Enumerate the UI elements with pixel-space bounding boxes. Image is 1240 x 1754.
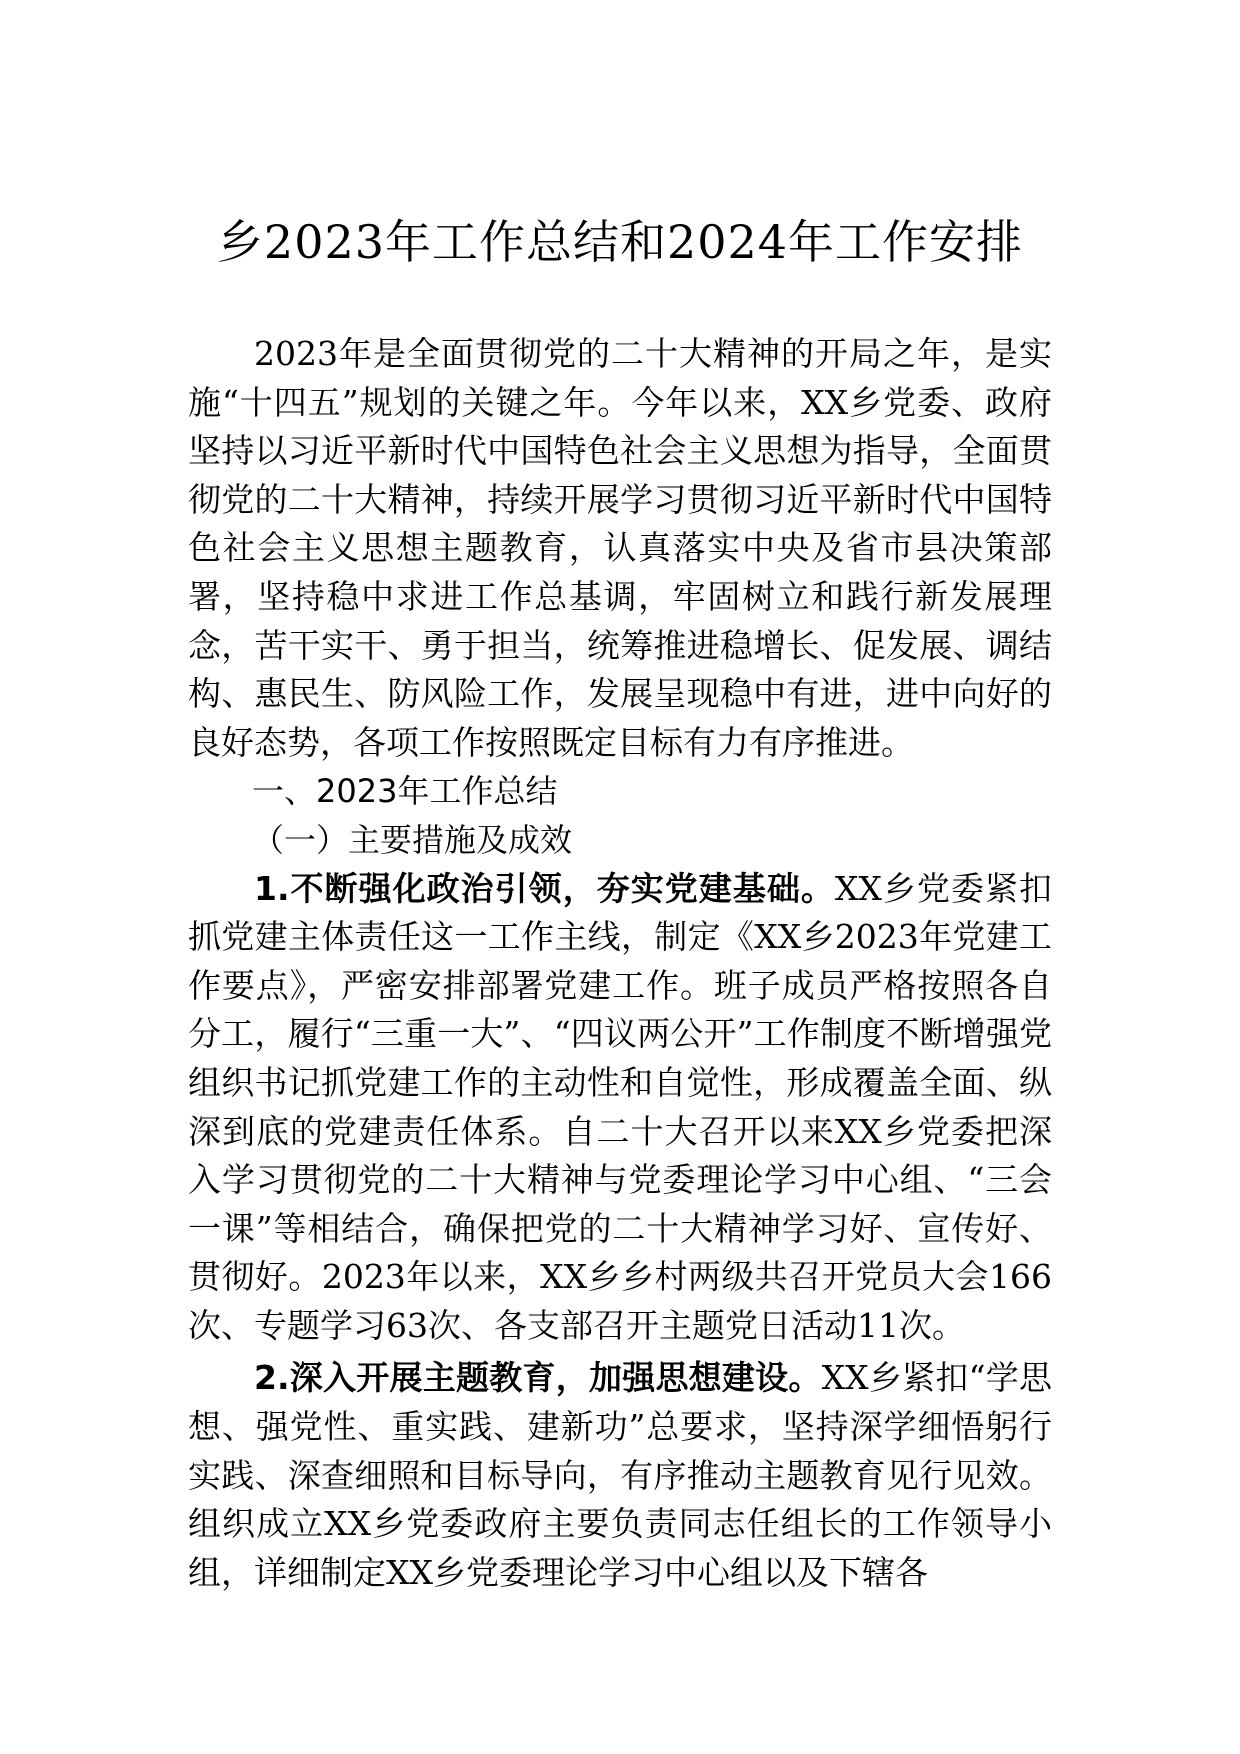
item-2-body: XX乡紧扣“学思想、强党性、重实践、建新功”总要求，坚持深学细悟躬行实践、深查细照和目标导向，有序推动主题教育见行见效。组织成立XX乡党委政府主要负责同志任组长的工作领导小组，详细制定XX乡党委理论学习中心组以及下辖各 [188, 1358, 1053, 1592]
document-title: 乡2023年工作总结和2024年工作安排 [216, 215, 1024, 269]
intro-paragraph: 2023年是全面贯彻党的二十大精神的开局之年，是实施“十四五”规划的关键之年。今年以来，XX乡党委、政府坚持以习近平新时代中国特色社会主义思想为指导，全面贯彻党的二十大精神，持续开展学习贯彻习近平新时代中国特色社会主义思想主题教育，认真落实中央及省市县决策部署，坚持稳中求进工作总基调，牢固树立和践行新发展理念，苦干实干、勇于担当，统筹推进稳增长、促发展、调结构、惠民生、防风险工作，发展呈现稳中有进，进中向好的良好态势，各项工作按照既定目标有力有序推进。 [188, 334, 1052, 762]
section-heading: 一、2023年工作总结 [252, 772, 558, 811]
document-body [188, 330, 1052, 1597]
subsection-heading: （一）主要措施及成效 [252, 820, 573, 859]
item-2-lead: 2.深入开展主题教育，加强思想建设。 [254, 1358, 822, 1398]
item-1-lead: 1.不断强化政治引领，夯实党建基础。 [254, 868, 835, 908]
item-1-body: XX乡党委紧扣抓党建主体责任这一工作主线，制定《XX乡2023年党建工作要点》，严密安排部署党建工作。班子成员严格按照各自分工，履行“三重一大”、“四议两公开”工作制度不断增强党组织书记抓党建工作的主动性和自觉性，形成覆盖全面、纵深到底的党建责任体系。自二十大召开以来XX乡党委把深入学习贯彻党的二十大精神与党委理论学习中心组、“三会一课”等相结合，确保把党的二十大精神学习好、宣传好、贯彻好。2023年以来，XX乡乡村两级共召开党员大会166次、专题学习63次、各支部召开主题党日活动11次。 [188, 868, 1052, 1345]
item-1-paragraph [188, 865, 1052, 1351]
item-2-paragraph [188, 1354, 1052, 1597]
